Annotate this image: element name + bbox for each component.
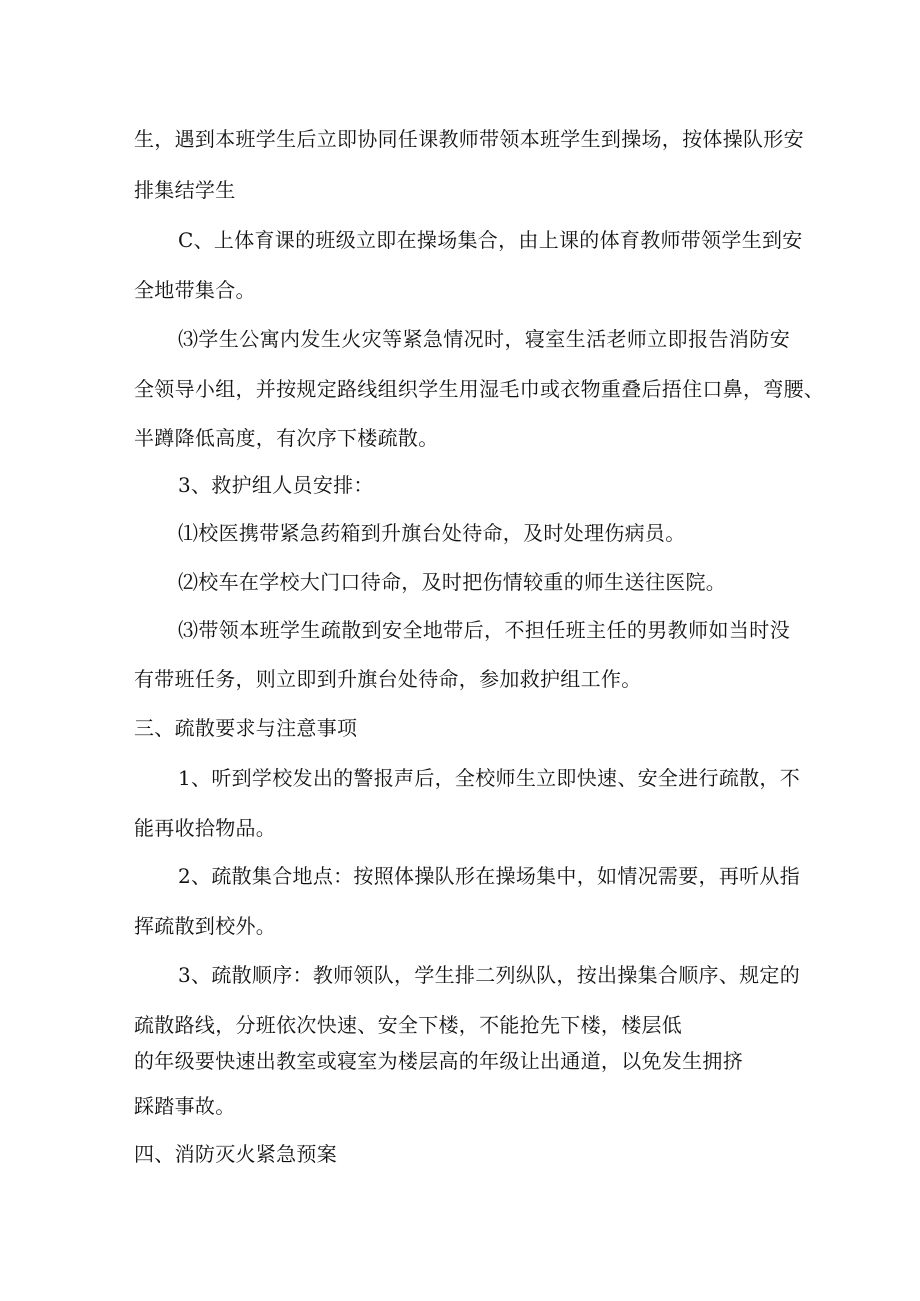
paragraph-line: C、上体育课的班级立即在操场集合，由上课的体育教师带领学生到安 <box>178 228 803 252</box>
body-line: 生，遇到本班学生后立即协同任课教师带领本班学生到操场，按体操队形安 <box>134 127 804 151</box>
body-line: 全领导小组，并按规定路线组织学生用湿毛巾或衣物重叠后捂住口鼻，弯腰、 <box>134 377 825 401</box>
section-heading: 四、消防灭火紧急预案 <box>134 1142 337 1166</box>
paragraph-line: ⑵校车在学校大门口待命，及时把伤情较重的师生送往医院。 <box>178 570 727 594</box>
body-line: 有带班任务，则立即到升旗台处待命，参加救护组工作。 <box>134 667 642 691</box>
paragraph-line: 2、疏散集合地点：按照体操队形在操场集中，如情况需要，再听从指 <box>178 864 801 888</box>
paragraph-line: ⑴校医携带紧急药箱到升旗台处待命，及时处理伤病员。 <box>178 521 686 545</box>
paragraph-line: 1、听到学校发出的警报声后，全校师生立即快速、安全进行疏散，不 <box>178 766 801 790</box>
body-line: 全地带集合。 <box>134 278 256 302</box>
paragraph-line: 3、疏散顺序：教师领队，学生排二列纵队，按出操集合顺序、规定的 <box>178 963 801 987</box>
body-line: 的年级要快速出教室或寝室为楼层高的年级让出通道，以免发生拥挤 <box>134 1049 743 1073</box>
paragraph-line: ⑶学生公寓内发生火灾等紧急情况时，寝室生活老师立即报告消防安 <box>178 327 790 351</box>
paragraph-line: ⑶带领本班学生疏散到安全地带后，不担任班主任的男教师如当时没 <box>178 618 790 642</box>
section-heading: 三、疏散要求与注意事项 <box>134 716 358 740</box>
section-subheading: 3、救护组人员安排： <box>178 473 374 497</box>
body-line: 能再收拾物品。 <box>134 816 277 840</box>
body-line: 排集结学生 <box>134 178 236 202</box>
body-line: 疏散路线，分班依次快速、安全下楼，不能抢先下楼，楼层低 <box>134 1013 683 1037</box>
body-line: 挥疏散到校外。 <box>134 914 277 938</box>
body-line: 半蹲降低高度，有次序下楼疏散。 <box>134 426 439 450</box>
body-line: 踩踏事故。 <box>134 1094 236 1118</box>
